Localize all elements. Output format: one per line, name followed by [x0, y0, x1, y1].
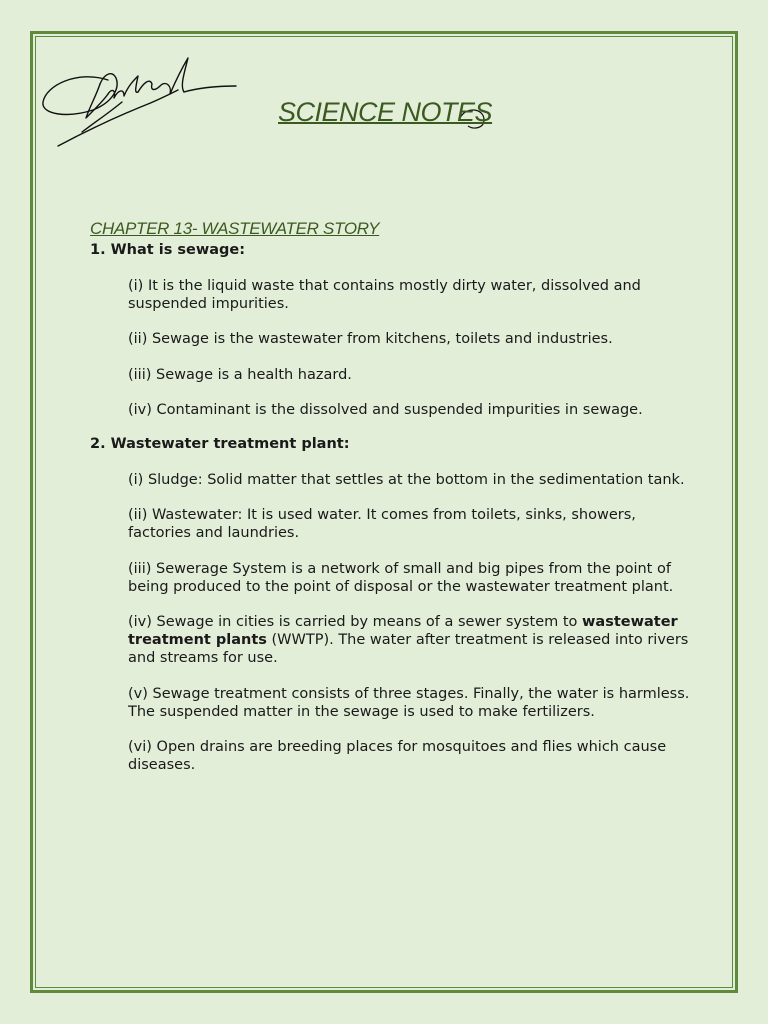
- list-item: (i) It is the liquid waste that contains mostly dirty water, dissolved and suspended impurities.: [128, 278, 641, 313]
- list-item: (ii) Sewage is the wastewater from kitchens, toilets and industries.: [128, 331, 613, 348]
- section-heading-sewage: 1. What is sewage:: [90, 242, 246, 258]
- list-item: [128, 613, 690, 668]
- page-title: SCIENCE NOTES: [278, 97, 493, 127]
- list-item: (ii) Wastewater: It is used water. It comes from toilets, sinks, showers, factories and laundries.: [128, 507, 636, 542]
- list-item: (iii) Sewage is a health hazard.: [128, 366, 352, 383]
- list-item: (vi) Open drains are breeding places for mosquitoes and flies which cause diseases.: [128, 739, 667, 774]
- list-item: (iii) Sewerage System is a network of small and big pipes from the point of being produced to the point of disposal or the wastewater treatment plant.: [128, 560, 674, 595]
- section-heading-treatment-plant: 2. Wastewater treatment plant:: [90, 436, 350, 453]
- item-text-bold: wastewater treatment plants: [128, 614, 678, 649]
- list-item: (iv) Contaminant is the dissolved and suspended impurities in sewage.: [128, 401, 643, 418]
- item-text-before: (iv) Sewage in cities is carried by means of a sewer system to: [128, 614, 583, 631]
- list-item: (v) Sewage treatment consists of three stages. Finally, the water is harmless. The suspended matter in the sewage is used to make fertilizers.: [128, 685, 690, 720]
- signature-image: [38, 50, 238, 150]
- list-item: (i) Sludge: Solid matter that settles at the bottom in the sedimentation tank.: [128, 472, 685, 489]
- notes-content: [90, 218, 690, 774]
- chapter-heading: CHAPTER 13- WASTEWATER STORY: [90, 219, 380, 238]
- item-text-after: (WWTP). The water after treatment is released into rivers and streams for use.: [128, 632, 689, 667]
